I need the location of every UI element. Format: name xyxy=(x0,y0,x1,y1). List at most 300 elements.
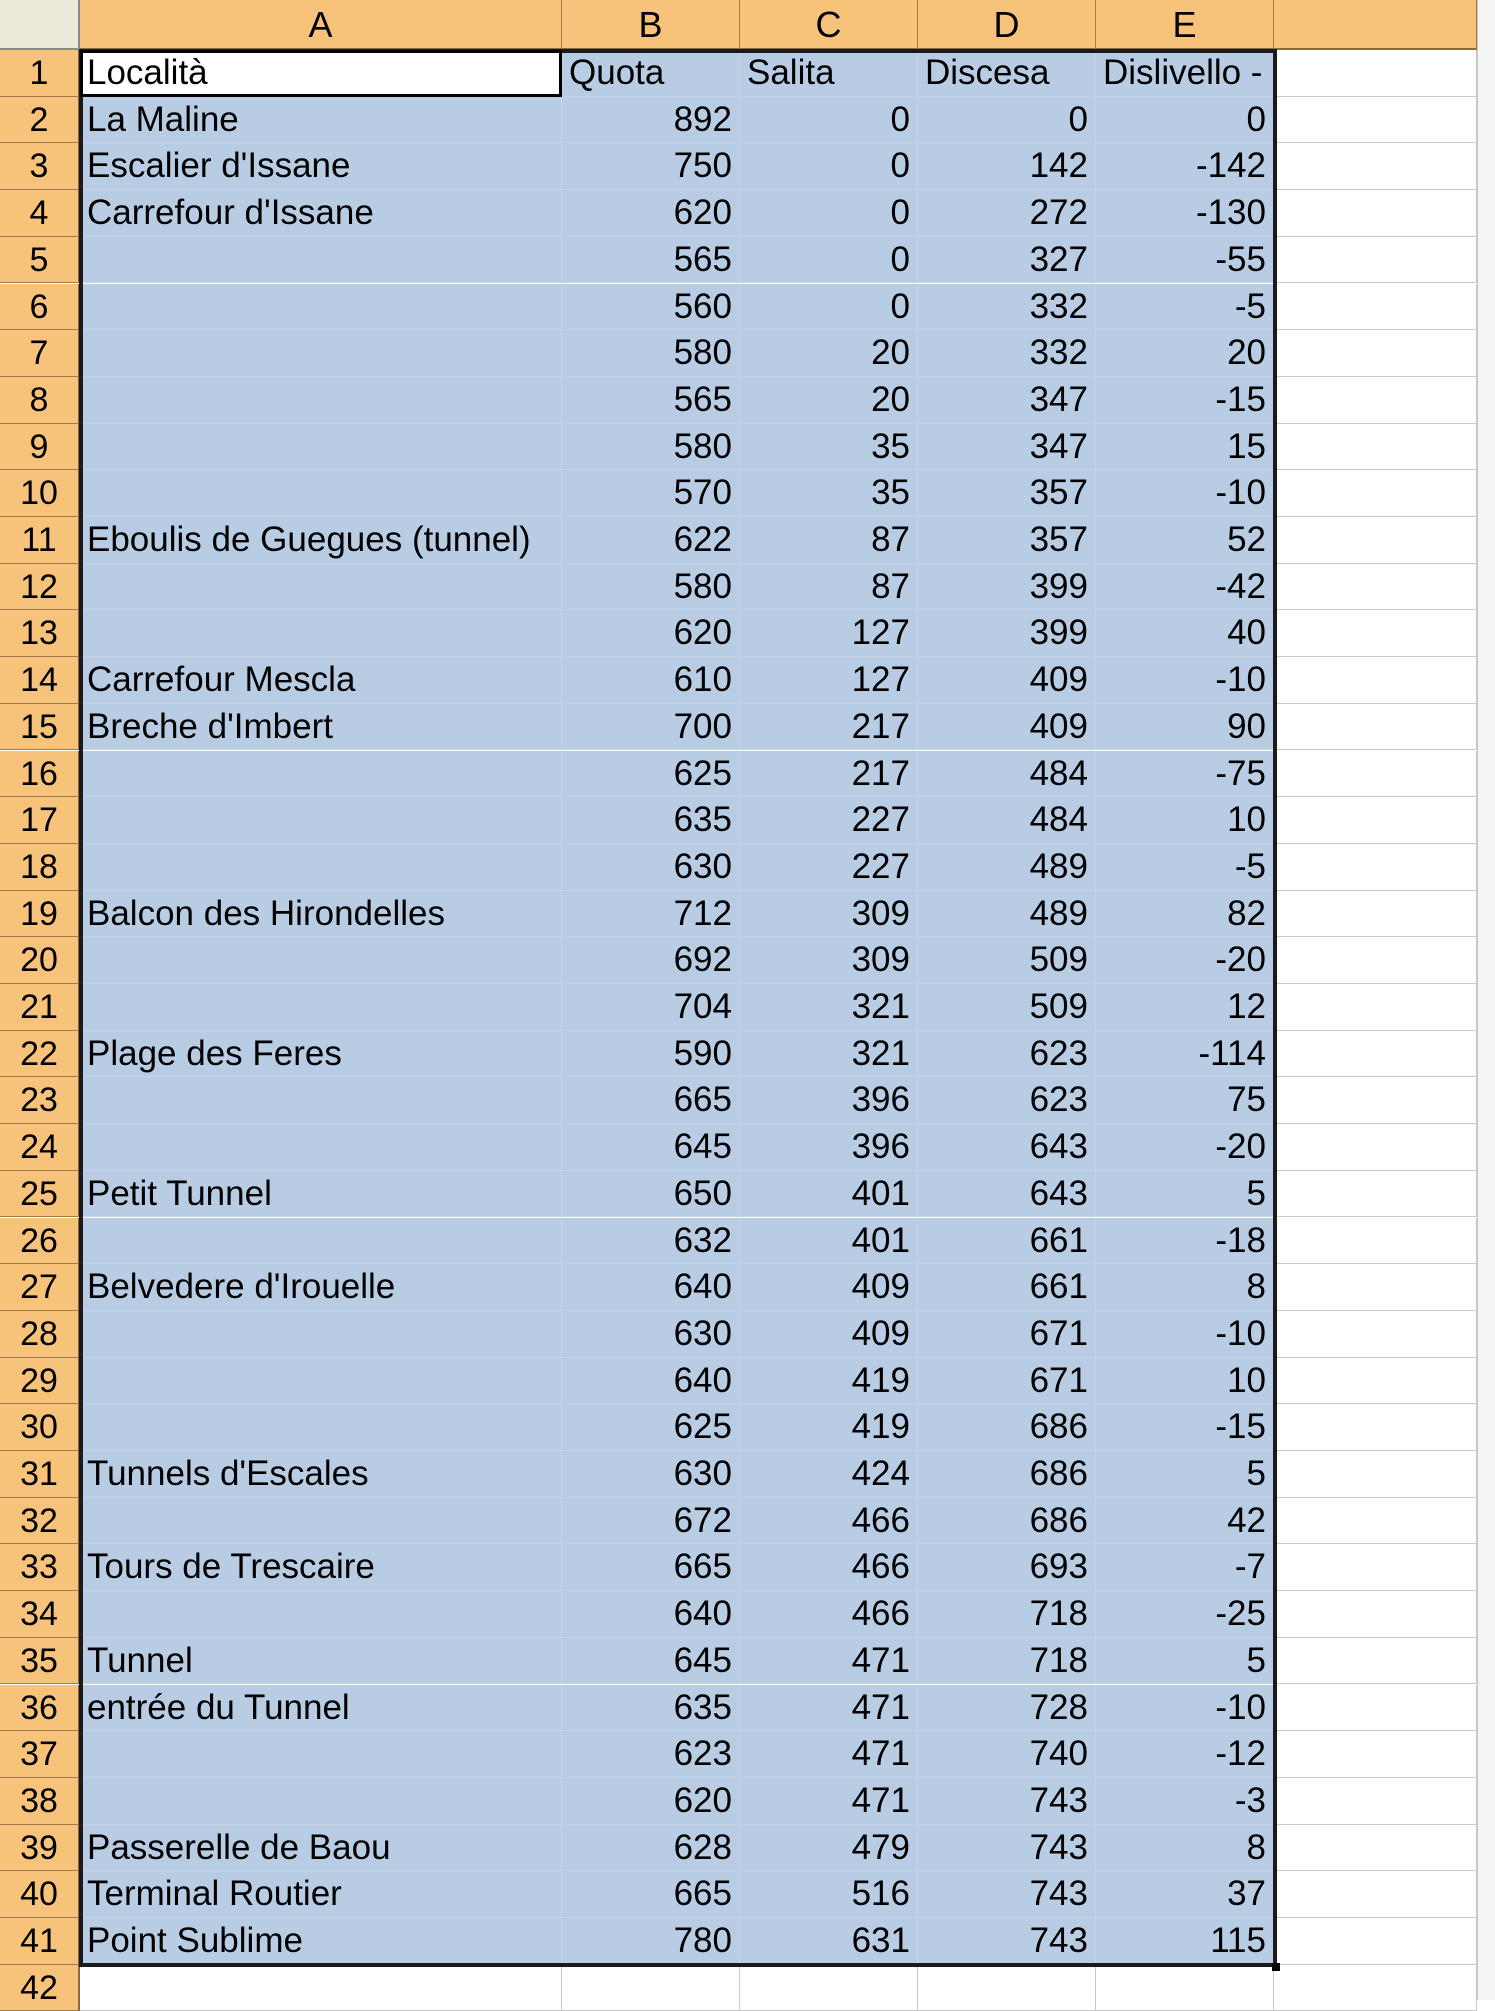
row-header[interactable]: 18 xyxy=(0,844,80,891)
row-header[interactable]: 5 xyxy=(0,237,80,284)
select-all-corner[interactable] xyxy=(0,0,80,50)
table-cell[interactable]: -5 xyxy=(1096,284,1274,331)
table-cell[interactable] xyxy=(80,564,562,611)
table-cell[interactable]: 625 xyxy=(562,751,740,798)
row-header[interactable]: 10 xyxy=(0,470,80,517)
vertical-scrollbar[interactable] xyxy=(1477,0,1495,2000)
row-header[interactable]: 17 xyxy=(0,797,80,844)
table-cell[interactable] xyxy=(80,1591,562,1638)
empty-cell[interactable] xyxy=(1274,1358,1477,1405)
table-cell[interactable] xyxy=(80,797,562,844)
table-cell[interactable]: 580 xyxy=(562,564,740,611)
table-cell[interactable]: 87 xyxy=(740,564,918,611)
table-cell[interactable]: 401 xyxy=(740,1218,918,1265)
table-cell[interactable]: 693 xyxy=(918,1544,1096,1591)
empty-cell[interactable] xyxy=(918,1965,1096,2011)
table-cell[interactable]: 580 xyxy=(562,424,740,471)
table-cell[interactable]: 622 xyxy=(562,517,740,564)
header-cell[interactable]: Salita xyxy=(740,50,918,97)
table-cell[interactable]: 635 xyxy=(562,1685,740,1732)
table-cell[interactable]: 671 xyxy=(918,1358,1096,1405)
empty-cell[interactable] xyxy=(1274,1825,1477,1872)
empty-cell[interactable] xyxy=(1274,517,1477,564)
table-cell[interactable]: 623 xyxy=(918,1077,1096,1124)
table-cell[interactable]: 665 xyxy=(562,1077,740,1124)
table-cell[interactable]: 347 xyxy=(918,377,1096,424)
table-cell[interactable]: 631 xyxy=(740,1918,918,1965)
empty-cell[interactable] xyxy=(1274,1171,1477,1218)
active-cell[interactable]: Località xyxy=(80,50,562,97)
table-cell[interactable]: 671 xyxy=(918,1311,1096,1358)
empty-cell[interactable] xyxy=(1274,470,1477,517)
row-header[interactable]: 37 xyxy=(0,1731,80,1778)
empty-cell[interactable] xyxy=(1274,330,1477,377)
table-cell[interactable]: -55 xyxy=(1096,237,1274,284)
row-header[interactable]: 27 xyxy=(0,1264,80,1311)
table-cell[interactable]: 509 xyxy=(918,984,1096,1031)
table-cell[interactable]: Eboulis de Guegues (tunnel) xyxy=(80,517,562,564)
column-header-d[interactable]: D xyxy=(918,0,1096,50)
table-cell[interactable]: 471 xyxy=(740,1638,918,1685)
empty-cell[interactable] xyxy=(1274,1544,1477,1591)
empty-cell[interactable] xyxy=(1274,1918,1477,1965)
table-cell[interactable]: -15 xyxy=(1096,1404,1274,1451)
table-cell[interactable] xyxy=(80,1311,562,1358)
table-cell[interactable]: 672 xyxy=(562,1498,740,1545)
table-cell[interactable]: 8 xyxy=(1096,1825,1274,1872)
table-cell[interactable]: Belvedere d'Irouelle xyxy=(80,1264,562,1311)
empty-cell[interactable] xyxy=(1274,1965,1477,2011)
row-header[interactable]: 40 xyxy=(0,1871,80,1918)
row-header[interactable]: 24 xyxy=(0,1124,80,1171)
header-cell[interactable]: Dislivello - xyxy=(1096,50,1274,97)
table-cell[interactable]: -10 xyxy=(1096,1311,1274,1358)
table-cell[interactable]: 399 xyxy=(918,564,1096,611)
table-cell[interactable]: 87 xyxy=(740,517,918,564)
table-cell[interactable]: -7 xyxy=(1096,1544,1274,1591)
column-header-g[interactable] xyxy=(1274,0,1477,50)
table-cell[interactable]: 5 xyxy=(1096,1638,1274,1685)
table-cell[interactable]: 718 xyxy=(918,1638,1096,1685)
empty-cell[interactable] xyxy=(1274,50,1477,97)
row-header[interactable]: 23 xyxy=(0,1077,80,1124)
row-header[interactable]: 13 xyxy=(0,610,80,657)
table-cell[interactable]: 630 xyxy=(562,844,740,891)
table-cell[interactable]: 332 xyxy=(918,330,1096,377)
table-cell[interactable]: 635 xyxy=(562,797,740,844)
table-cell[interactable]: 628 xyxy=(562,1825,740,1872)
table-cell[interactable] xyxy=(80,1124,562,1171)
row-header[interactable]: 21 xyxy=(0,984,80,1031)
empty-cell[interactable] xyxy=(1274,1404,1477,1451)
table-cell[interactable] xyxy=(80,610,562,657)
empty-cell[interactable] xyxy=(1274,1731,1477,1778)
table-cell[interactable]: 42 xyxy=(1096,1498,1274,1545)
table-cell[interactable]: 327 xyxy=(918,237,1096,284)
table-cell[interactable]: 892 xyxy=(562,97,740,144)
table-cell[interactable]: 489 xyxy=(918,891,1096,938)
table-cell[interactable] xyxy=(80,470,562,517)
table-cell[interactable]: 640 xyxy=(562,1591,740,1638)
row-header[interactable]: 7 xyxy=(0,330,80,377)
table-cell[interactable]: La Maline xyxy=(80,97,562,144)
table-cell[interactable]: entrée du Tunnel xyxy=(80,1685,562,1732)
table-cell[interactable]: Point Sublime xyxy=(80,1918,562,1965)
table-cell[interactable]: 466 xyxy=(740,1591,918,1638)
table-cell[interactable]: Petit Tunnel xyxy=(80,1171,562,1218)
table-cell[interactable] xyxy=(80,1731,562,1778)
table-cell[interactable] xyxy=(80,330,562,377)
empty-cell[interactable] xyxy=(740,1965,918,2011)
table-cell[interactable]: -42 xyxy=(1096,564,1274,611)
table-cell[interactable]: Tunnel xyxy=(80,1638,562,1685)
table-cell[interactable]: 645 xyxy=(562,1638,740,1685)
table-cell[interactable]: 20 xyxy=(740,377,918,424)
table-cell[interactable]: 217 xyxy=(740,751,918,798)
table-cell[interactable] xyxy=(80,1404,562,1451)
column-header-c[interactable]: C xyxy=(740,0,918,50)
table-cell[interactable]: 643 xyxy=(918,1171,1096,1218)
table-cell[interactable]: 40 xyxy=(1096,610,1274,657)
table-cell[interactable] xyxy=(80,237,562,284)
header-cell[interactable]: Quota xyxy=(562,50,740,97)
table-cell[interactable]: 704 xyxy=(562,984,740,1031)
table-cell[interactable]: 645 xyxy=(562,1124,740,1171)
table-cell[interactable]: -10 xyxy=(1096,1685,1274,1732)
table-cell[interactable]: Tours de Trescaire xyxy=(80,1544,562,1591)
row-header[interactable]: 16 xyxy=(0,751,80,798)
table-cell[interactable] xyxy=(80,1218,562,1265)
row-header[interactable]: 29 xyxy=(0,1358,80,1405)
table-cell[interactable]: 489 xyxy=(918,844,1096,891)
row-header[interactable]: 4 xyxy=(0,190,80,237)
table-cell[interactable]: 227 xyxy=(740,844,918,891)
row-header[interactable]: 39 xyxy=(0,1825,80,1872)
empty-cell[interactable] xyxy=(1274,1124,1477,1171)
table-cell[interactable]: 712 xyxy=(562,891,740,938)
table-cell[interactable]: 516 xyxy=(740,1871,918,1918)
row-header[interactable]: 34 xyxy=(0,1591,80,1638)
table-cell[interactable]: 217 xyxy=(740,704,918,751)
table-cell[interactable]: 632 xyxy=(562,1218,740,1265)
table-cell[interactable]: 686 xyxy=(918,1451,1096,1498)
row-header[interactable]: 30 xyxy=(0,1404,80,1451)
table-cell[interactable]: 396 xyxy=(740,1124,918,1171)
table-cell[interactable] xyxy=(80,1778,562,1825)
table-cell[interactable] xyxy=(80,284,562,331)
empty-cell[interactable] xyxy=(1274,797,1477,844)
row-header[interactable]: 26 xyxy=(0,1218,80,1265)
empty-cell[interactable] xyxy=(1274,97,1477,144)
table-cell[interactable]: 332 xyxy=(918,284,1096,331)
row-header[interactable]: 19 xyxy=(0,891,80,938)
table-cell[interactable]: -114 xyxy=(1096,1031,1274,1078)
table-cell[interactable]: 409 xyxy=(740,1311,918,1358)
table-cell[interactable]: 610 xyxy=(562,657,740,704)
table-cell[interactable]: 309 xyxy=(740,891,918,938)
table-cell[interactable]: 625 xyxy=(562,1404,740,1451)
table-cell[interactable]: 35 xyxy=(740,424,918,471)
empty-cell[interactable] xyxy=(1096,1965,1274,2011)
table-cell[interactable]: 409 xyxy=(740,1264,918,1311)
table-cell[interactable]: 227 xyxy=(740,797,918,844)
table-cell[interactable]: 10 xyxy=(1096,797,1274,844)
row-header[interactable]: 11 xyxy=(0,517,80,564)
table-cell[interactable]: 718 xyxy=(918,1591,1096,1638)
table-cell[interactable]: -75 xyxy=(1096,751,1274,798)
empty-cell[interactable] xyxy=(1274,751,1477,798)
table-cell[interactable]: 127 xyxy=(740,610,918,657)
row-header[interactable]: 3 xyxy=(0,143,80,190)
header-cell[interactable]: Discesa xyxy=(918,50,1096,97)
table-cell[interactable]: 471 xyxy=(740,1778,918,1825)
table-cell[interactable] xyxy=(80,1077,562,1124)
table-cell[interactable]: 560 xyxy=(562,284,740,331)
table-cell[interactable]: 565 xyxy=(562,237,740,284)
table-cell[interactable]: -20 xyxy=(1096,937,1274,984)
empty-cell[interactable] xyxy=(1274,984,1477,1031)
table-cell[interactable]: 686 xyxy=(918,1404,1096,1451)
table-cell[interactable]: 743 xyxy=(918,1825,1096,1872)
table-cell[interactable]: -10 xyxy=(1096,657,1274,704)
table-cell[interactable]: Carrefour Mescla xyxy=(80,657,562,704)
table-cell[interactable]: 580 xyxy=(562,330,740,377)
table-cell[interactable]: 750 xyxy=(562,143,740,190)
table-cell[interactable]: -142 xyxy=(1096,143,1274,190)
table-cell[interactable]: 272 xyxy=(918,190,1096,237)
row-header[interactable]: 9 xyxy=(0,424,80,471)
empty-cell[interactable] xyxy=(1274,1077,1477,1124)
row-header[interactable]: 6 xyxy=(0,284,80,331)
empty-cell[interactable] xyxy=(1274,143,1477,190)
table-cell[interactable]: 780 xyxy=(562,1918,740,1965)
table-cell[interactable] xyxy=(80,1498,562,1545)
table-cell[interactable]: 509 xyxy=(918,937,1096,984)
row-header[interactable]: 8 xyxy=(0,377,80,424)
table-cell[interactable]: 484 xyxy=(918,751,1096,798)
table-cell[interactable]: 743 xyxy=(918,1871,1096,1918)
empty-cell[interactable] xyxy=(80,1965,562,2011)
table-cell[interactable]: 640 xyxy=(562,1358,740,1405)
table-cell[interactable]: 409 xyxy=(918,704,1096,751)
table-cell[interactable]: 115 xyxy=(1096,1918,1274,1965)
table-cell[interactable] xyxy=(80,844,562,891)
table-cell[interactable]: 590 xyxy=(562,1031,740,1078)
table-cell[interactable]: 8 xyxy=(1096,1264,1274,1311)
table-cell[interactable]: 665 xyxy=(562,1871,740,1918)
table-cell[interactable]: 565 xyxy=(562,377,740,424)
table-cell[interactable]: 466 xyxy=(740,1498,918,1545)
table-cell[interactable]: 740 xyxy=(918,1731,1096,1778)
empty-cell[interactable] xyxy=(1274,190,1477,237)
empty-cell[interactable] xyxy=(1274,1685,1477,1732)
table-cell[interactable]: 643 xyxy=(918,1124,1096,1171)
empty-cell[interactable] xyxy=(1274,564,1477,611)
table-cell[interactable]: 90 xyxy=(1096,704,1274,751)
table-cell[interactable]: 630 xyxy=(562,1311,740,1358)
table-cell[interactable]: 484 xyxy=(918,797,1096,844)
table-cell[interactable]: 743 xyxy=(918,1918,1096,1965)
empty-cell[interactable] xyxy=(1274,377,1477,424)
row-header[interactable]: 12 xyxy=(0,564,80,611)
table-cell[interactable]: Terminal Routier xyxy=(80,1871,562,1918)
table-cell[interactable]: 20 xyxy=(1096,330,1274,377)
row-header[interactable]: 41 xyxy=(0,1918,80,1965)
table-cell[interactable]: 82 xyxy=(1096,891,1274,938)
row-header[interactable]: 42 xyxy=(0,1965,80,2011)
row-header[interactable]: 2 xyxy=(0,97,80,144)
column-header-b[interactable]: B xyxy=(562,0,740,50)
table-cell[interactable]: -18 xyxy=(1096,1218,1274,1265)
table-cell[interactable] xyxy=(80,424,562,471)
table-cell[interactable]: 466 xyxy=(740,1544,918,1591)
table-cell[interactable]: Carrefour d'Issane xyxy=(80,190,562,237)
fill-handle[interactable] xyxy=(1272,1963,1280,1971)
table-cell[interactable]: 409 xyxy=(918,657,1096,704)
table-cell[interactable]: Breche d'Imbert xyxy=(80,704,562,751)
empty-cell[interactable] xyxy=(1274,844,1477,891)
table-cell[interactable]: 620 xyxy=(562,610,740,657)
table-cell[interactable]: 0 xyxy=(918,97,1096,144)
table-cell[interactable]: 623 xyxy=(562,1731,740,1778)
table-cell[interactable]: 75 xyxy=(1096,1077,1274,1124)
empty-cell[interactable] xyxy=(1274,891,1477,938)
table-cell[interactable]: -12 xyxy=(1096,1731,1274,1778)
table-cell[interactable]: Escalier d'Issane xyxy=(80,143,562,190)
empty-cell[interactable] xyxy=(1274,1264,1477,1311)
table-cell[interactable]: 5 xyxy=(1096,1451,1274,1498)
table-cell[interactable]: Plage des Feres xyxy=(80,1031,562,1078)
table-cell[interactable]: -3 xyxy=(1096,1778,1274,1825)
table-cell[interactable] xyxy=(80,377,562,424)
table-cell[interactable]: 419 xyxy=(740,1404,918,1451)
table-cell[interactable]: Balcon des Hirondelles xyxy=(80,891,562,938)
empty-cell[interactable] xyxy=(1274,1031,1477,1078)
table-cell[interactable]: 728 xyxy=(918,1685,1096,1732)
empty-cell[interactable] xyxy=(1274,1218,1477,1265)
empty-cell[interactable] xyxy=(1274,937,1477,984)
empty-cell[interactable] xyxy=(1274,237,1477,284)
table-cell[interactable]: 0 xyxy=(740,237,918,284)
table-cell[interactable] xyxy=(80,937,562,984)
row-header[interactable]: 15 xyxy=(0,704,80,751)
table-cell[interactable]: 665 xyxy=(562,1544,740,1591)
table-cell[interactable] xyxy=(80,984,562,1031)
empty-cell[interactable] xyxy=(1274,704,1477,751)
row-header[interactable]: 31 xyxy=(0,1451,80,1498)
table-cell[interactable]: 35 xyxy=(740,470,918,517)
empty-cell[interactable] xyxy=(1274,1778,1477,1825)
empty-cell[interactable] xyxy=(562,1965,740,2011)
table-cell[interactable]: 620 xyxy=(562,1778,740,1825)
table-cell[interactable]: 357 xyxy=(918,517,1096,564)
table-cell[interactable]: Tunnels d'Escales xyxy=(80,1451,562,1498)
table-cell[interactable]: 623 xyxy=(918,1031,1096,1078)
row-header[interactable]: 1 xyxy=(0,50,80,97)
row-header[interactable]: 38 xyxy=(0,1778,80,1825)
table-cell[interactable]: 630 xyxy=(562,1451,740,1498)
row-header[interactable]: 32 xyxy=(0,1498,80,1545)
table-cell[interactable]: -10 xyxy=(1096,470,1274,517)
table-cell[interactable]: 15 xyxy=(1096,424,1274,471)
empty-cell[interactable] xyxy=(1274,424,1477,471)
column-header-e[interactable]: E xyxy=(1096,0,1274,50)
table-cell[interactable]: 686 xyxy=(918,1498,1096,1545)
row-header[interactable]: 20 xyxy=(0,937,80,984)
table-cell[interactable]: 347 xyxy=(918,424,1096,471)
table-cell[interactable] xyxy=(80,1358,562,1405)
table-cell[interactable]: 142 xyxy=(918,143,1096,190)
table-cell[interactable]: 0 xyxy=(1096,97,1274,144)
row-header[interactable]: 22 xyxy=(0,1031,80,1078)
table-cell[interactable]: 419 xyxy=(740,1358,918,1405)
table-cell[interactable]: 640 xyxy=(562,1264,740,1311)
empty-cell[interactable] xyxy=(1274,1638,1477,1685)
table-cell[interactable]: 424 xyxy=(740,1451,918,1498)
table-cell[interactable]: -130 xyxy=(1096,190,1274,237)
table-cell[interactable]: 620 xyxy=(562,190,740,237)
row-header[interactable]: 25 xyxy=(0,1171,80,1218)
table-cell[interactable]: 570 xyxy=(562,470,740,517)
table-cell[interactable]: 0 xyxy=(740,190,918,237)
table-cell[interactable]: 471 xyxy=(740,1731,918,1778)
table-cell[interactable] xyxy=(80,751,562,798)
table-cell[interactable]: 401 xyxy=(740,1171,918,1218)
empty-cell[interactable] xyxy=(1274,1591,1477,1638)
table-cell[interactable]: 661 xyxy=(918,1218,1096,1265)
row-header[interactable]: 35 xyxy=(0,1638,80,1685)
empty-cell[interactable] xyxy=(1274,1311,1477,1358)
empty-cell[interactable] xyxy=(1274,657,1477,704)
table-cell[interactable]: 357 xyxy=(918,470,1096,517)
table-cell[interactable]: 10 xyxy=(1096,1358,1274,1405)
table-cell[interactable]: -20 xyxy=(1096,1124,1274,1171)
table-cell[interactable]: 0 xyxy=(740,143,918,190)
table-cell[interactable]: 396 xyxy=(740,1077,918,1124)
table-cell[interactable]: 52 xyxy=(1096,517,1274,564)
table-cell[interactable]: 12 xyxy=(1096,984,1274,1031)
table-cell[interactable]: 479 xyxy=(740,1825,918,1872)
row-header[interactable]: 28 xyxy=(0,1311,80,1358)
table-cell[interactable]: 20 xyxy=(740,330,918,377)
empty-cell[interactable] xyxy=(1274,1498,1477,1545)
row-header[interactable]: 14 xyxy=(0,657,80,704)
row-header[interactable]: 33 xyxy=(0,1544,80,1591)
table-cell[interactable]: Passerelle de Baou xyxy=(80,1825,562,1872)
table-cell[interactable]: 37 xyxy=(1096,1871,1274,1918)
table-cell[interactable]: 5 xyxy=(1096,1171,1274,1218)
table-cell[interactable]: 471 xyxy=(740,1685,918,1732)
table-cell[interactable]: 309 xyxy=(740,937,918,984)
table-cell[interactable]: 700 xyxy=(562,704,740,751)
table-cell[interactable]: 321 xyxy=(740,1031,918,1078)
table-cell[interactable]: 661 xyxy=(918,1264,1096,1311)
table-cell[interactable]: -25 xyxy=(1096,1591,1274,1638)
row-header[interactable]: 36 xyxy=(0,1685,80,1732)
table-cell[interactable]: 127 xyxy=(740,657,918,704)
empty-cell[interactable] xyxy=(1274,1451,1477,1498)
table-cell[interactable]: 692 xyxy=(562,937,740,984)
table-cell[interactable]: 650 xyxy=(562,1171,740,1218)
table-cell[interactable]: 743 xyxy=(918,1778,1096,1825)
table-cell[interactable]: -15 xyxy=(1096,377,1274,424)
column-header-a[interactable]: A xyxy=(80,0,562,50)
empty-cell[interactable] xyxy=(1274,284,1477,331)
empty-cell[interactable] xyxy=(1274,1871,1477,1918)
table-cell[interactable]: -5 xyxy=(1096,844,1274,891)
empty-cell[interactable] xyxy=(1274,610,1477,657)
table-cell[interactable]: 0 xyxy=(740,97,918,144)
